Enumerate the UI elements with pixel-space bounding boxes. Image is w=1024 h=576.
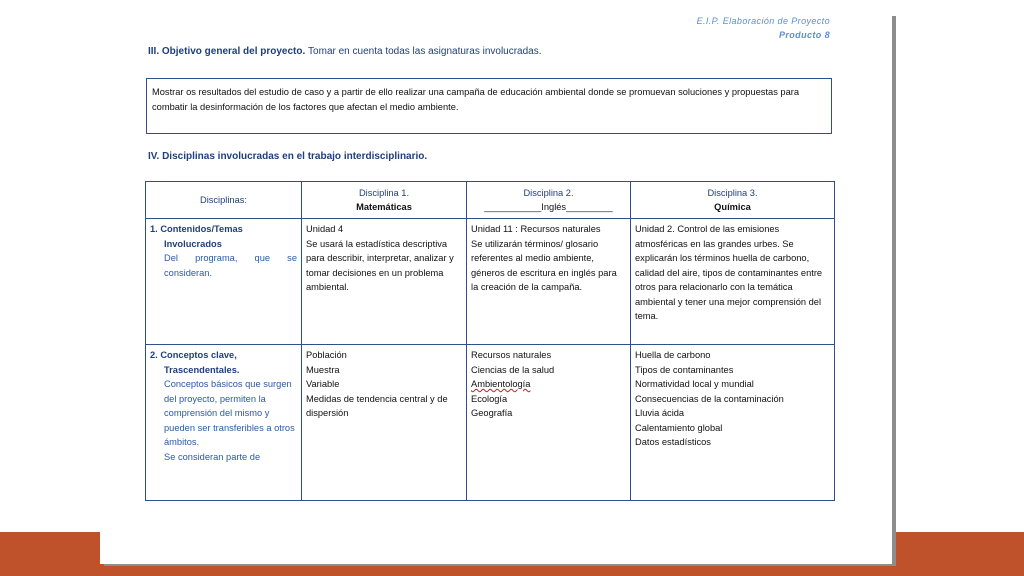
section-3-title — [148, 46, 542, 57]
header-disciplina-1 — [302, 182, 467, 219]
row-2-number: 2. Conceptos clave, — [150, 350, 237, 360]
header-disciplina-2-name: ___________Inglés_________ — [484, 202, 613, 212]
row-1-english-line: Unidad 11 : Recursos naturales — [471, 224, 601, 234]
table-header-row — [146, 182, 835, 219]
header-disciplina-3-name: Química — [714, 202, 751, 212]
row-1-title: Involucrados — [164, 238, 222, 249]
row-2-english-item: Recursos naturales — [471, 350, 552, 360]
row-1-description: Del programa, que se consideran. — [164, 253, 297, 278]
row-1-chem-line: Unidad 2. Control de las emisiones atmosféricas en las grandes urbes. Se explicarán los términos huella de carbono, calidad del aire, tipos de contaminantes entre otros para relacionarlo con la temática ambiental y tener una mejor comprensión del tema. — [635, 224, 823, 321]
header-disciplina-3 — [631, 182, 835, 219]
row-2-chem-item: Lluvia ácida — [635, 408, 685, 418]
row-2-chem-item: Huella de carbono — [635, 350, 711, 360]
document-page — [100, 0, 892, 564]
row-1-english-line: Se utilizarán términos/ glosario referentes al medio ambiente, géneros de escritura en inglés para la creación de la campaña. — [471, 238, 617, 292]
row-1-english — [467, 219, 631, 345]
row-2-math-item: Población — [306, 350, 347, 360]
header-line-2: Producto 8 — [778, 30, 830, 40]
row-1-head — [146, 219, 302, 345]
row-2-math-item: Variable — [306, 379, 340, 389]
row-2-description: Conceptos básicos que surgen del proyecto, permiten la comprensión del mismo y pueden ser transferibles a otros ámbitos. — [164, 379, 295, 447]
row-1-math-line: Se usará la estadística descriptiva para describir, interpretar, analizar y tomar decisiones en un problema ambiental. — [306, 238, 454, 292]
header-line-1: E.I.P. Elaboración de Proyecto — [696, 16, 830, 26]
row-2-head — [146, 345, 302, 501]
section-4-title: IV. Disciplinas involucradas en el trabajo interdisciplinario. — [148, 151, 428, 162]
row-2-chem-item: Consecuencias de la contaminación — [635, 393, 784, 404]
row-2-english-item: Ambientología — [471, 379, 531, 389]
disciplines-table — [145, 181, 835, 501]
row-2-description-cont: Se consideran parte de — [164, 451, 261, 462]
header-disciplina-2-title: Disciplina 2. — [523, 187, 574, 198]
header-disciplina-1-name: Matemáticas — [356, 202, 412, 212]
row-2-english-item: Ecología — [471, 393, 508, 404]
row-1-math — [302, 219, 467, 345]
row-2-chem-item: Normatividad local y mundial — [635, 379, 754, 389]
row-1-chem — [631, 219, 835, 345]
section-3-heading: III. Objetivo general del proyecto. — [148, 46, 306, 57]
row-1-number: 1. Contenidos/Temas — [150, 224, 243, 234]
header-disciplinas — [146, 182, 302, 219]
row-2-chem — [631, 345, 835, 501]
row-2-chem-item: Datos estadísticos — [635, 437, 711, 447]
table-row — [146, 345, 835, 501]
row-2-math-item: Muestra — [306, 364, 340, 375]
row-2-math — [302, 345, 467, 501]
objective-box: Mostrar os resultados del estudio de caso y a partir de ello realizar una campaña de educación ambiental donde se promuevan soluciones y propuestas para combatir la desinformación de los factores que afectan el medio ambiente. — [146, 78, 832, 134]
row-2-chem-item: Tipos de contaminantes — [635, 364, 734, 375]
header-disciplina-2 — [467, 182, 631, 219]
row-2-math-item: Medidas de tendencia central y de dispersión — [306, 393, 448, 418]
row-2-english-item: Geografía — [471, 408, 513, 418]
row-2-chem-item: Calentamiento global — [635, 422, 723, 433]
table-row — [146, 219, 835, 345]
row-1-math-line: Unidad 4 — [306, 224, 344, 234]
header-disciplina-1-title: Disciplina 1. — [358, 187, 410, 198]
header-disciplinas-label: Disciplinas: — [199, 194, 247, 205]
row-2-english-item: Ciencias de la salud — [471, 364, 555, 375]
row-2-english — [467, 345, 631, 501]
row-2-title: Trascendentales. — [164, 364, 240, 375]
header-disciplina-3-title: Disciplina 3. — [707, 187, 758, 198]
section-3-note: Tomar en cuenta todas las asignaturas involucradas. — [308, 46, 542, 57]
